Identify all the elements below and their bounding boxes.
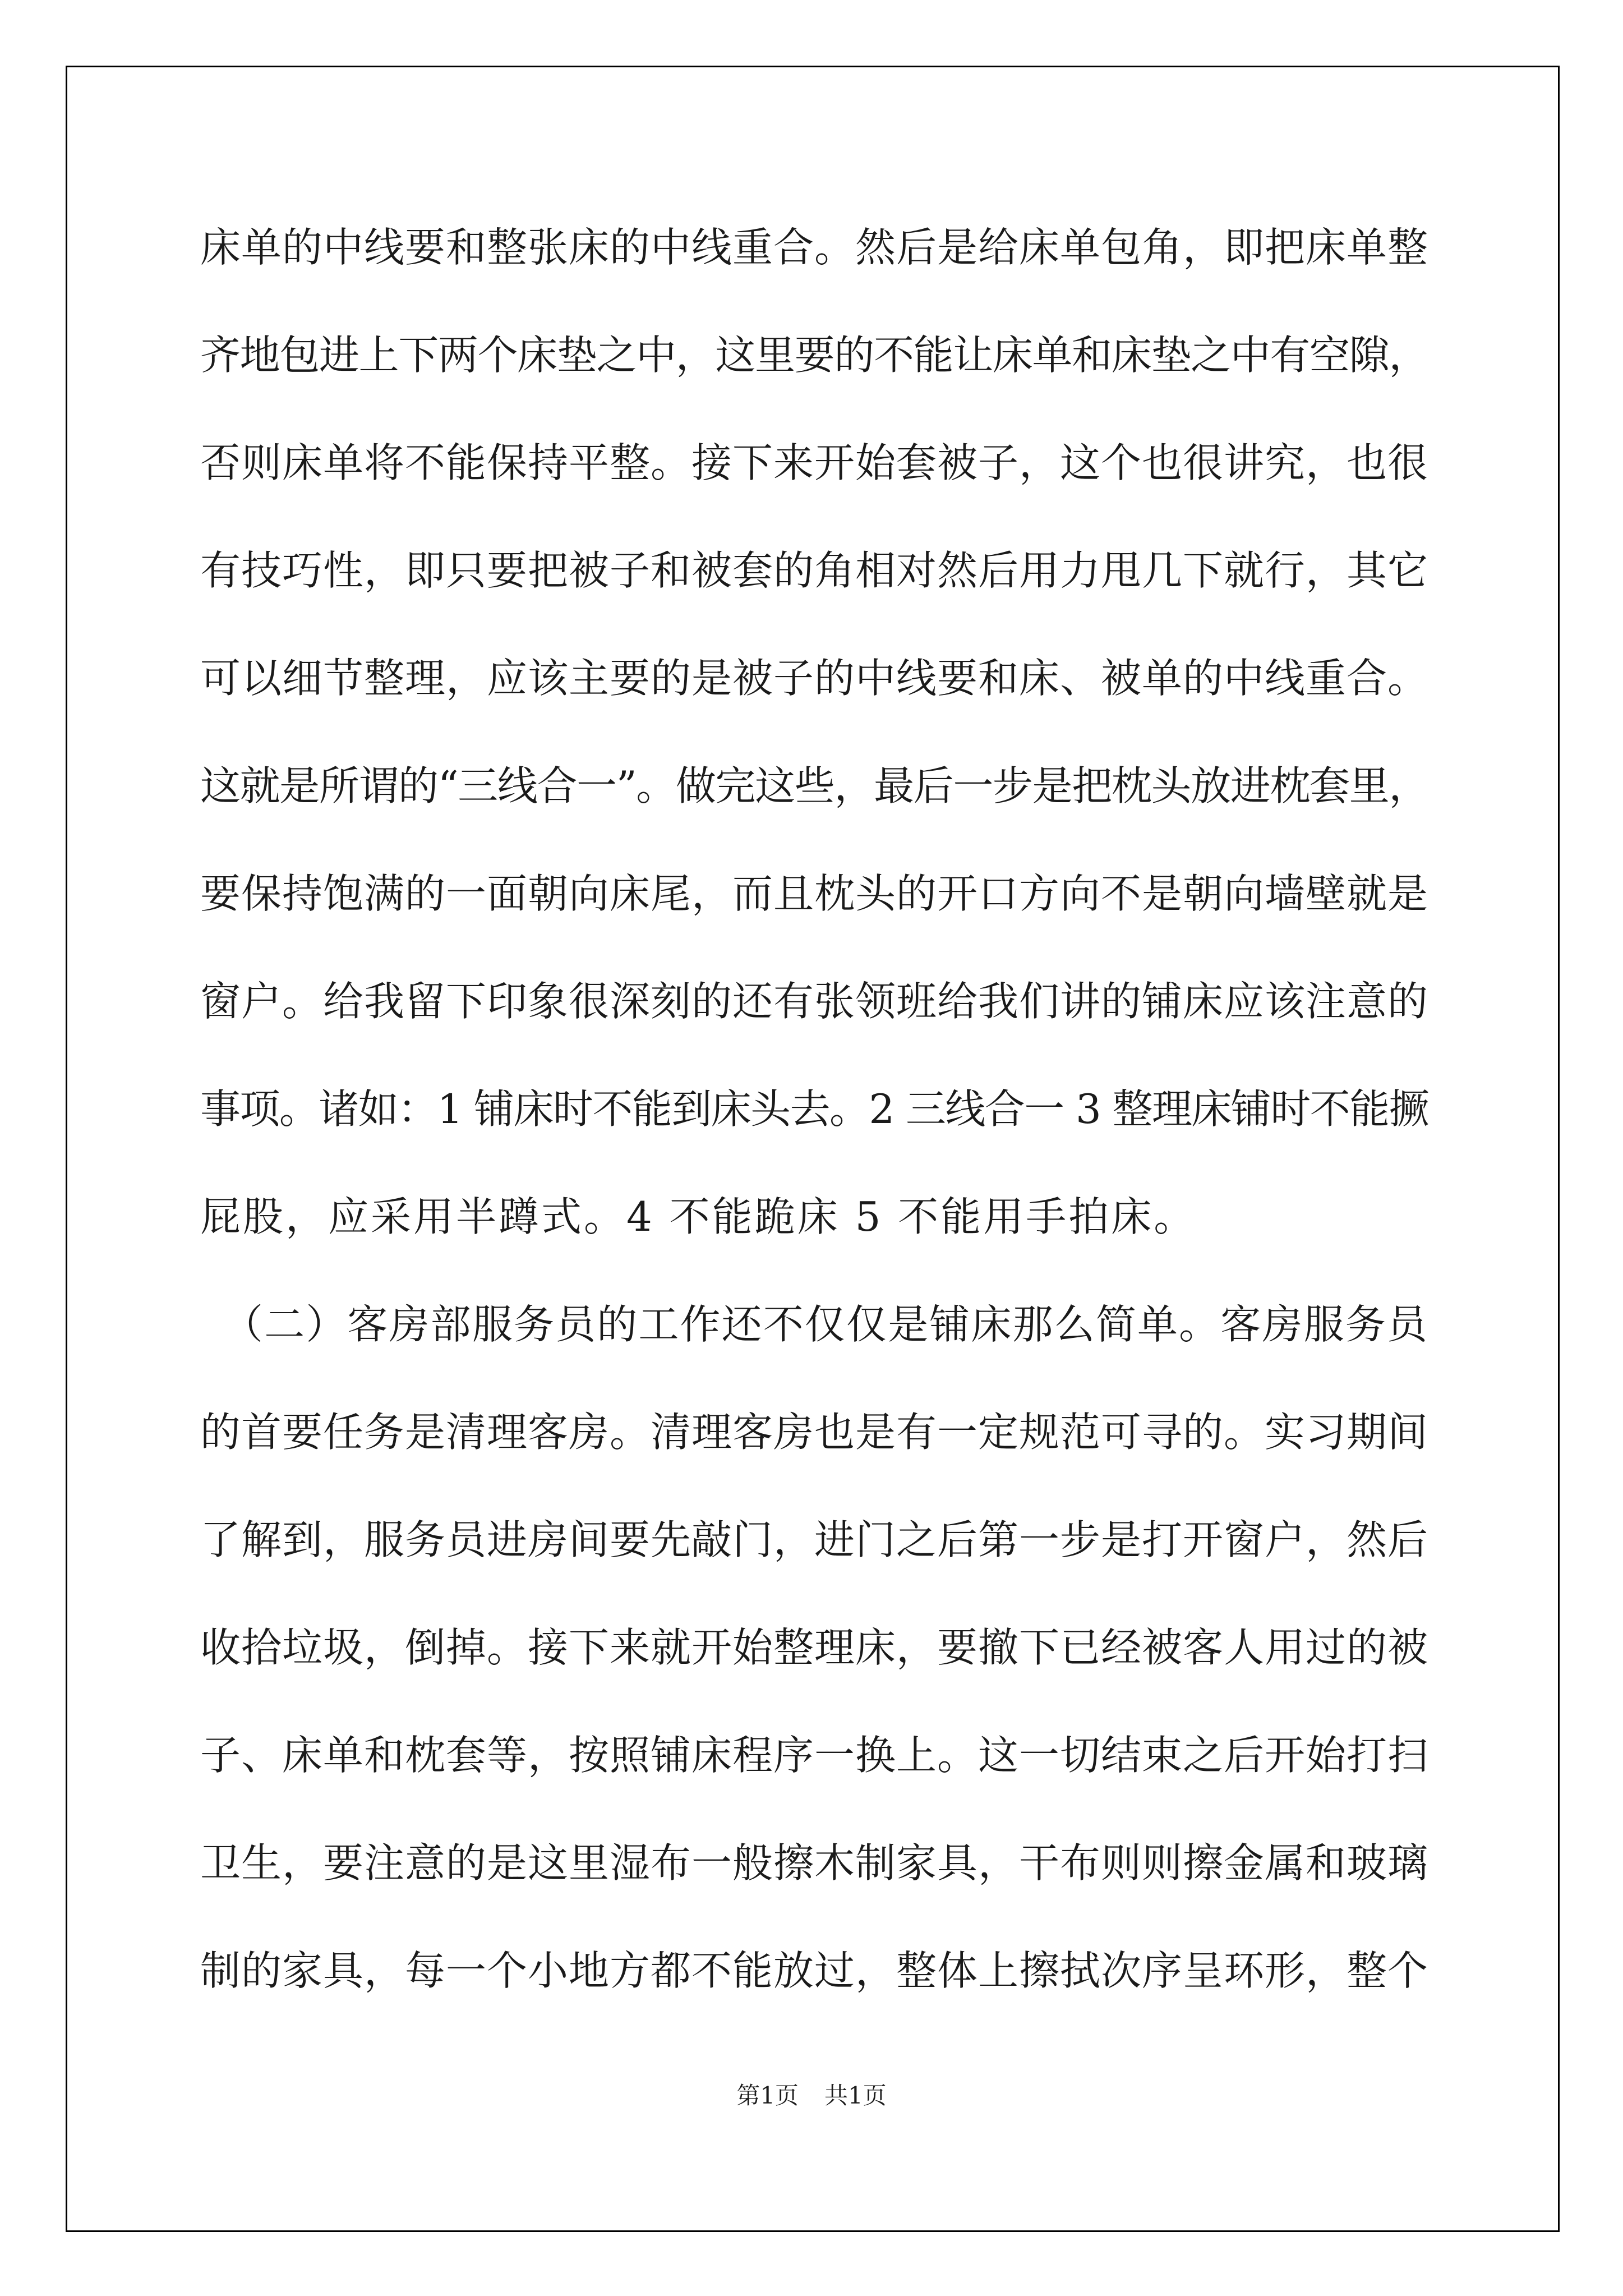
paragraph-line: 窗户。给我留下印象很深刻的还有张领班给我们讲的铺床应该注意的 [200, 978, 1428, 1025]
page-border [66, 66, 1560, 2232]
paragraph-line: 事项。诸如：1 铺床时不能到床头去。2 三线合一 3 整理床铺时不能撅 [200, 1085, 1428, 1133]
paragraph-line: 收拾垃圾，倒掉。接下来就开始整理床，要撤下已经被客人用过的被 [200, 1624, 1428, 1671]
paragraph-line: 否则床单将不能保持平整。接下来开始套被子，这个也很讲究，也很 [200, 439, 1428, 486]
paragraph-line: 了解到，服务员进房间要先敲门，进门之后第一步是打开窗户，然后 [200, 1516, 1428, 1563]
page-total: 共1页 [824, 2082, 887, 2109]
paragraph-line: 要保持饱满的一面朝向床尾，而且枕头的开口方向不是朝向墙壁就是 [200, 870, 1428, 917]
paragraph-line: 可以细节整理，应该主要的是被子的中线要和床、被单的中线重合。 [200, 655, 1428, 702]
paragraph-line: 有技巧性，即只要把被子和被套的角相对然后用力甩几下就行，其它 [200, 547, 1428, 594]
paragraph-line: 的首要任务是清理客房。清理客房也是有一定规范可寻的。实习期间 [200, 1409, 1428, 1456]
paragraph-line: 这就是所谓的“三线合一”。做完这些，最后一步是把枕头放进枕套里， [200, 762, 1428, 809]
paragraph-line: （二）客房部服务员的工作还不仅仅是铺床那么简单。客房服务员 [223, 1301, 1428, 1348]
paragraph-line: 床单的中线要和整张床的中线重合。然后是给床单包角，即把床单整 [200, 224, 1428, 271]
page-number: 第1页 [736, 2082, 799, 2109]
paragraph-line: 齐地包进上下两个床垫之中，这里要的不能让床单和床垫之中有空隙， [200, 332, 1428, 379]
paragraph-line: 子、床单和枕套等，按照铺床程序一换上。这一切结束之后开始打扫 [200, 1732, 1428, 1779]
page-footer [0, 2080, 1623, 2111]
paragraph-line: 屁股，应采用半蹲式。4 不能跪床 5 不能用手拍床。 [200, 1193, 1197, 1240]
paragraph-line: 制的家具，每一个小地方都不能放过，整体上擦拭次序呈环形，整个 [200, 1947, 1428, 1994]
paragraph-line: 卫生，要注意的是这里湿布一般擦木制家具，干布则则擦金属和玻璃 [200, 1839, 1428, 1887]
